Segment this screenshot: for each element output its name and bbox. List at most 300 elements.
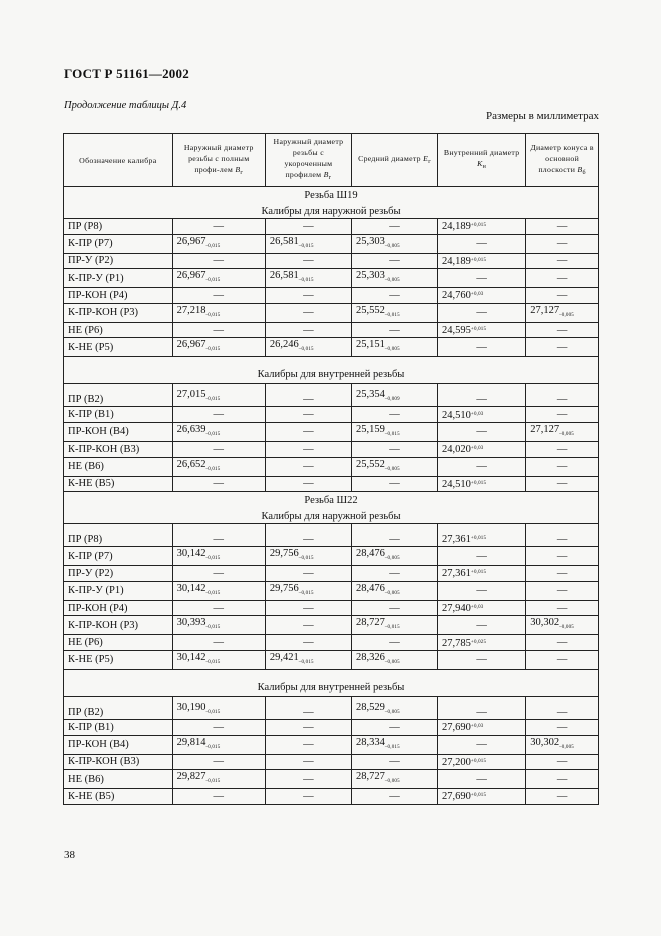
nominal-value: 28,476 xyxy=(355,548,385,560)
gauge-designation: ПР-КОН (В4) xyxy=(64,422,173,441)
empty-value-cell: — xyxy=(172,441,265,457)
empty-value-cell: — xyxy=(526,789,599,805)
empty-value-cell: — xyxy=(265,719,351,735)
empty-value-cell: — xyxy=(172,407,265,423)
dimension-value-cell xyxy=(172,384,265,407)
table-row xyxy=(64,441,599,457)
empty-value-cell: — xyxy=(438,650,526,669)
empty-value-cell: — xyxy=(172,219,265,235)
empty-value-cell: — xyxy=(351,253,437,269)
nominal-value: 30,142 xyxy=(176,651,206,663)
empty-value-cell: — xyxy=(526,269,599,288)
nominal-value: 29,814 xyxy=(176,736,206,748)
nominal-value: 27,940 xyxy=(442,603,471,615)
group-heading-row xyxy=(64,357,599,384)
nominal-value: 27,690 xyxy=(442,791,471,803)
tolerance-value: –0,015 xyxy=(205,556,221,562)
empty-value-cell: — xyxy=(172,719,265,735)
nominal-value: 27,361 xyxy=(442,534,471,546)
column-header-3 xyxy=(265,134,351,187)
empty-value-cell: — xyxy=(438,457,526,476)
gauge-designation: НЕ (В6) xyxy=(64,457,173,476)
dimension-value-cell xyxy=(265,338,351,357)
tolerance-value: –0,015 xyxy=(205,779,221,785)
tolerance-value: –0,015 xyxy=(205,397,221,403)
nominal-value: 24,189 xyxy=(442,255,471,267)
gauge-designation: НЕ (Р6) xyxy=(64,635,173,651)
tolerance-value: –0,015 xyxy=(298,556,314,562)
empty-value-cell: — xyxy=(172,476,265,492)
gauge-designation: К-ПР-КОН (В3) xyxy=(64,754,173,770)
empty-value-cell: — xyxy=(526,719,599,735)
empty-value-cell: — xyxy=(265,566,351,582)
tolerance-value: –0,015 xyxy=(205,347,221,353)
empty-value-cell: — xyxy=(438,735,526,754)
empty-value-cell: — xyxy=(172,566,265,582)
tolerance-value: +0,03 xyxy=(470,605,484,611)
nominal-value: 29,756 xyxy=(269,582,299,594)
tolerance-value: –0,015 xyxy=(298,347,314,353)
table-row xyxy=(64,650,599,669)
group-title: Калибры для наружной резьбы xyxy=(64,509,599,524)
empty-value-cell: — xyxy=(265,422,351,441)
column-header-label: Средний диаметр xyxy=(358,153,421,163)
empty-value-cell: — xyxy=(265,384,351,407)
tolerance-value: –0,015 xyxy=(205,625,221,631)
group-heading-row xyxy=(64,509,599,524)
table-row xyxy=(64,696,599,719)
nominal-value: 24,189 xyxy=(442,221,471,233)
table-row xyxy=(64,422,599,441)
nominal-value: 27,785 xyxy=(442,637,471,649)
table-continuation-label: Продолжение таблицы Д.4 xyxy=(64,100,187,111)
empty-value-cell: — xyxy=(526,476,599,492)
empty-value-cell: — xyxy=(172,600,265,616)
empty-value-cell: — xyxy=(172,322,265,338)
dimension-value-cell xyxy=(172,457,265,476)
dimension-value-cell xyxy=(351,581,437,600)
tolerance-value: +0,015 xyxy=(470,758,487,764)
nominal-value: 29,827 xyxy=(176,771,206,783)
dimension-value-cell xyxy=(438,219,526,235)
section-heading-row xyxy=(64,187,599,205)
table-row xyxy=(64,616,599,635)
dimension-value-cell xyxy=(172,234,265,253)
empty-value-cell: — xyxy=(351,635,437,651)
nominal-value: 27,690 xyxy=(442,722,471,734)
empty-value-cell: — xyxy=(172,754,265,770)
nominal-value: 27,200 xyxy=(442,756,471,768)
empty-value-cell: — xyxy=(438,384,526,407)
empty-value-cell: — xyxy=(526,650,599,669)
group-heading-row xyxy=(64,204,599,219)
empty-value-cell: — xyxy=(351,476,437,492)
tolerance-value: –0,005 xyxy=(384,243,400,249)
empty-value-cell: — xyxy=(172,288,265,304)
nominal-value: 24,595 xyxy=(442,325,471,337)
empty-value-cell: — xyxy=(438,770,526,789)
tolerance-value: –0,005 xyxy=(384,278,400,284)
nominal-value: 24,020 xyxy=(442,444,471,456)
table-row xyxy=(64,754,599,770)
nominal-value: 30,302 xyxy=(530,736,560,748)
tolerance-value: –0,005 xyxy=(384,590,400,596)
dimension-value-cell xyxy=(172,303,265,322)
dimension-value-cell xyxy=(172,338,265,357)
tolerance-value: –0,005 xyxy=(559,744,575,750)
column-header-label: Наружный диаметр резьбы с укороченным профилем xyxy=(273,137,344,179)
empty-value-cell: — xyxy=(438,269,526,288)
empty-value-cell: — xyxy=(265,735,351,754)
dimension-value-cell xyxy=(351,303,437,322)
page-number: 38 xyxy=(64,849,75,861)
table-row xyxy=(64,384,599,407)
empty-value-cell: — xyxy=(526,696,599,719)
empty-value-cell: — xyxy=(265,616,351,635)
tolerance-value: –0,005 xyxy=(384,779,400,785)
table-row xyxy=(64,269,599,288)
tolerance-value: +0,015 xyxy=(470,480,487,486)
tolerance-value: –0,015 xyxy=(298,659,314,665)
section-heading-row xyxy=(64,492,599,510)
nominal-value: 26,652 xyxy=(176,458,206,470)
empty-value-cell: — xyxy=(265,635,351,651)
empty-value-cell: — xyxy=(351,441,437,457)
nominal-value: 27,015 xyxy=(176,389,206,401)
tolerance-value: +0,03 xyxy=(470,411,484,417)
empty-value-cell: — xyxy=(265,476,351,492)
nominal-value: 24,510 xyxy=(442,478,471,490)
empty-value-cell: — xyxy=(526,581,599,600)
tolerance-value: +0,015 xyxy=(470,223,487,229)
dimension-value-cell xyxy=(351,696,437,719)
tolerance-value: –0,015 xyxy=(205,744,221,750)
column-header-symbol-subscript: н xyxy=(482,164,487,170)
gauge-designation: К-ПР (В1) xyxy=(64,719,173,735)
empty-value-cell: — xyxy=(438,616,526,635)
table-row xyxy=(64,234,599,253)
dimension-value-cell xyxy=(526,422,599,441)
gauge-designation: К-ПР (В1) xyxy=(64,407,173,423)
empty-value-cell: — xyxy=(265,524,351,547)
dimension-value-cell xyxy=(351,338,437,357)
nominal-value: 30,142 xyxy=(176,582,206,594)
empty-value-cell: — xyxy=(265,407,351,423)
dimension-value-cell xyxy=(351,384,437,407)
dimension-value-cell xyxy=(351,422,437,441)
tolerance-value: +0,03 xyxy=(470,724,484,730)
column-header-symbol: E xyxy=(423,153,429,163)
dimension-value-cell xyxy=(265,547,351,566)
tolerance-value: +0,03 xyxy=(470,292,484,298)
empty-value-cell: — xyxy=(351,322,437,338)
empty-value-cell: — xyxy=(351,600,437,616)
column-header-4 xyxy=(351,134,437,187)
tolerance-value: –0,005 xyxy=(384,466,400,472)
table-row xyxy=(64,338,599,357)
empty-value-cell: — xyxy=(438,234,526,253)
dimension-value-cell xyxy=(172,547,265,566)
dimension-value-cell xyxy=(351,735,437,754)
dimension-value-cell xyxy=(438,754,526,770)
nominal-value: 26,967 xyxy=(176,339,206,351)
gauge-designation: К-ПР (Р7) xyxy=(64,234,173,253)
empty-value-cell: — xyxy=(351,789,437,805)
table-row xyxy=(64,600,599,616)
tolerance-value: +0,025 xyxy=(470,639,487,645)
column-header-symbol-subscript: б xyxy=(582,169,586,176)
nominal-value: 28,476 xyxy=(355,582,385,594)
dimension-value-cell xyxy=(265,234,351,253)
group-title: Калибры для наружной резьбы xyxy=(64,204,599,219)
dimension-value-cell xyxy=(265,581,351,600)
tolerance-value: –0,005 xyxy=(559,431,575,437)
empty-value-cell: — xyxy=(265,457,351,476)
dimension-value-cell xyxy=(438,719,526,735)
empty-value-cell: — xyxy=(526,754,599,770)
column-header-label: Внутренний диаметр xyxy=(443,148,520,157)
table-row xyxy=(64,524,599,547)
dimension-value-cell xyxy=(438,322,526,338)
gauge-designation: ПР-У (Р2) xyxy=(64,253,173,269)
nominal-value: 25,159 xyxy=(355,423,385,435)
tolerance-value: –0,005 xyxy=(384,659,400,665)
empty-value-cell: — xyxy=(265,770,351,789)
nominal-value: 27,127 xyxy=(530,304,560,316)
column-header-label: Наружный диаметр резьбы с полным профи-лем xyxy=(183,142,254,174)
table-row xyxy=(64,566,599,582)
column-header-symbol: B xyxy=(577,164,583,174)
dimension-value-cell xyxy=(172,581,265,600)
nominal-value: 26,967 xyxy=(176,270,206,282)
tolerance-value: –0,015 xyxy=(384,312,400,318)
column-header-symbol-subscript: г xyxy=(240,169,244,176)
tolerance-value: –0,015 xyxy=(205,431,221,437)
empty-value-cell: — xyxy=(438,547,526,566)
dimension-value-cell xyxy=(526,735,599,754)
table-row xyxy=(64,770,599,789)
dimension-value-cell xyxy=(172,616,265,635)
tolerance-value: +0,015 xyxy=(470,793,487,799)
empty-value-cell: — xyxy=(351,566,437,582)
gauge-designation: ПР-КОН (Р4) xyxy=(64,288,173,304)
column-header-2 xyxy=(172,134,265,187)
nominal-value: 25,303 xyxy=(355,270,385,282)
tolerance-value: –0,015 xyxy=(205,243,221,249)
nominal-value: 25,552 xyxy=(355,458,385,470)
empty-value-cell: — xyxy=(526,547,599,566)
group-heading-row xyxy=(64,669,599,696)
column-header-symbol-subscript: г xyxy=(328,175,332,181)
empty-value-cell: — xyxy=(351,524,437,547)
dimension-value-cell xyxy=(172,735,265,754)
empty-value-cell: — xyxy=(351,754,437,770)
nominal-value: 28,727 xyxy=(355,617,385,629)
tolerance-value: –0,005 xyxy=(384,347,400,353)
gauge-designation: К-НЕ (В5) xyxy=(64,789,173,805)
empty-value-cell: — xyxy=(438,696,526,719)
empty-value-cell: — xyxy=(265,754,351,770)
dimension-value-cell xyxy=(438,524,526,547)
empty-value-cell: — xyxy=(526,384,599,407)
gauge-designation: ПР (Р8) xyxy=(64,524,173,547)
column-header-label: Диаметр конуса в основной плоскости xyxy=(530,142,594,174)
tolerance-value: –0,015 xyxy=(298,243,314,249)
empty-value-cell: — xyxy=(265,219,351,235)
empty-value-cell: — xyxy=(526,635,599,651)
dimension-value-cell xyxy=(351,457,437,476)
empty-value-cell: — xyxy=(265,288,351,304)
gauge-designation: К-ПР-КОН (Р3) xyxy=(64,616,173,635)
nominal-value: 28,727 xyxy=(355,771,385,783)
section-title: Резьба Ш19 xyxy=(64,187,599,205)
nominal-value: 25,151 xyxy=(355,339,385,351)
empty-value-cell: — xyxy=(265,441,351,457)
tolerance-value: –0,015 xyxy=(205,709,221,715)
empty-value-cell: — xyxy=(526,322,599,338)
tolerance-value: –0,015 xyxy=(384,744,400,750)
dimension-value-cell xyxy=(172,269,265,288)
empty-value-cell: — xyxy=(526,219,599,235)
tolerance-value: +0,015 xyxy=(470,327,487,333)
dimension-value-cell xyxy=(438,476,526,492)
table-row xyxy=(64,547,599,566)
gauge-designation: НЕ (В6) xyxy=(64,770,173,789)
dimension-value-cell xyxy=(172,770,265,789)
empty-value-cell: — xyxy=(172,253,265,269)
column-header-symbol: B xyxy=(323,170,329,179)
empty-value-cell: — xyxy=(265,600,351,616)
nominal-value: 25,552 xyxy=(355,304,385,316)
nominal-value: 26,639 xyxy=(176,423,206,435)
table-body xyxy=(64,187,599,805)
gauge-designation: К-ПР-КОН (В3) xyxy=(64,441,173,457)
dimension-value-cell xyxy=(438,441,526,457)
dimension-value-cell xyxy=(172,650,265,669)
tolerance-value: –0,015 xyxy=(298,590,314,596)
tolerance-value: –0,015 xyxy=(205,590,221,596)
nominal-value: 26,581 xyxy=(269,270,299,282)
column-header-symbol: B xyxy=(235,164,241,174)
dimension-value-cell xyxy=(265,269,351,288)
nominal-value: 26,581 xyxy=(269,235,299,247)
empty-value-cell: — xyxy=(438,581,526,600)
empty-value-cell: — xyxy=(265,303,351,322)
dimension-value-cell xyxy=(438,288,526,304)
dimension-value-cell xyxy=(351,547,437,566)
empty-value-cell: — xyxy=(526,407,599,423)
column-header-1 xyxy=(64,134,173,187)
gauge-dimensions-table xyxy=(63,133,599,805)
table-row xyxy=(64,322,599,338)
gauge-designation: ПР (В2) xyxy=(64,696,173,719)
dimension-value-cell xyxy=(351,770,437,789)
nominal-value: 24,510 xyxy=(442,409,471,421)
empty-value-cell: — xyxy=(351,407,437,423)
nominal-value: 30,142 xyxy=(176,548,206,560)
nominal-value: 28,326 xyxy=(355,651,385,663)
nominal-value: 25,303 xyxy=(355,235,385,247)
empty-value-cell: — xyxy=(526,457,599,476)
tolerance-value: –0,005 xyxy=(559,625,575,631)
gauge-designation: К-НЕ (Р5) xyxy=(64,650,173,669)
nominal-value: 26,246 xyxy=(269,339,299,351)
nominal-value: 29,756 xyxy=(269,548,299,560)
dimension-value-cell xyxy=(351,650,437,669)
tolerance-value: –0,015 xyxy=(205,659,221,665)
nominal-value: 30,302 xyxy=(530,617,560,629)
empty-value-cell: — xyxy=(172,789,265,805)
empty-value-cell: — xyxy=(438,338,526,357)
table-row xyxy=(64,253,599,269)
gauge-designation: ПР-У (Р2) xyxy=(64,566,173,582)
tolerance-value: –0,009 xyxy=(384,397,400,403)
gauge-designation: К-ПР (Р7) xyxy=(64,547,173,566)
empty-value-cell: — xyxy=(526,288,599,304)
dimension-value-cell xyxy=(438,635,526,651)
dimension-value-cell xyxy=(438,600,526,616)
empty-value-cell: — xyxy=(526,524,599,547)
dimension-value-cell xyxy=(172,422,265,441)
empty-value-cell: — xyxy=(526,234,599,253)
column-header-6 xyxy=(526,134,599,187)
tolerance-value: +0,015 xyxy=(470,536,487,542)
column-header-symbol: K xyxy=(477,159,483,168)
empty-value-cell: — xyxy=(526,600,599,616)
group-title: Калибры для внутренней резьбы xyxy=(64,357,599,384)
empty-value-cell: — xyxy=(526,566,599,582)
empty-value-cell: — xyxy=(265,322,351,338)
empty-value-cell: — xyxy=(526,441,599,457)
tolerance-value: –0,015 xyxy=(205,466,221,472)
dimension-value-cell xyxy=(351,234,437,253)
empty-value-cell: — xyxy=(351,719,437,735)
nominal-value: 27,127 xyxy=(530,423,560,435)
gauge-designation: ПР-КОН (Р4) xyxy=(64,600,173,616)
tolerance-value: –0,015 xyxy=(205,312,221,318)
nominal-value: 27,218 xyxy=(176,304,206,316)
empty-value-cell: — xyxy=(438,303,526,322)
column-header-label: Обозначение калибра xyxy=(79,155,157,165)
tolerance-value: –0,015 xyxy=(384,431,400,437)
gauge-designation: ПР (В2) xyxy=(64,384,173,407)
tolerance-value: –0,015 xyxy=(384,625,400,631)
dimension-value-cell xyxy=(438,789,526,805)
gauge-designation: ПР-КОН (В4) xyxy=(64,735,173,754)
gauge-designation: К-ПР-У (Р1) xyxy=(64,269,173,288)
gauge-designation: К-НЕ (Р5) xyxy=(64,338,173,357)
dimension-value-cell xyxy=(526,303,599,322)
gauge-designation: К-НЕ (В5) xyxy=(64,476,173,492)
table-row xyxy=(64,581,599,600)
empty-value-cell: — xyxy=(526,338,599,357)
dimension-value-cell xyxy=(172,696,265,719)
tolerance-value: –0,015 xyxy=(205,278,221,284)
gauge-designation: К-ПР-У (Р1) xyxy=(64,581,173,600)
table-header-row xyxy=(64,134,599,187)
tolerance-value: –0,015 xyxy=(298,278,314,284)
column-header-symbol-subscript: г xyxy=(428,158,431,165)
nominal-value: 24,760 xyxy=(442,290,471,302)
nominal-value: 26,967 xyxy=(176,235,206,247)
nominal-value: 28,334 xyxy=(355,736,385,748)
gauge-designation: НЕ (Р6) xyxy=(64,322,173,338)
table-row xyxy=(64,407,599,423)
table-row xyxy=(64,219,599,235)
table-row xyxy=(64,735,599,754)
dimension-value-cell xyxy=(438,407,526,423)
dimension-value-cell xyxy=(351,269,437,288)
